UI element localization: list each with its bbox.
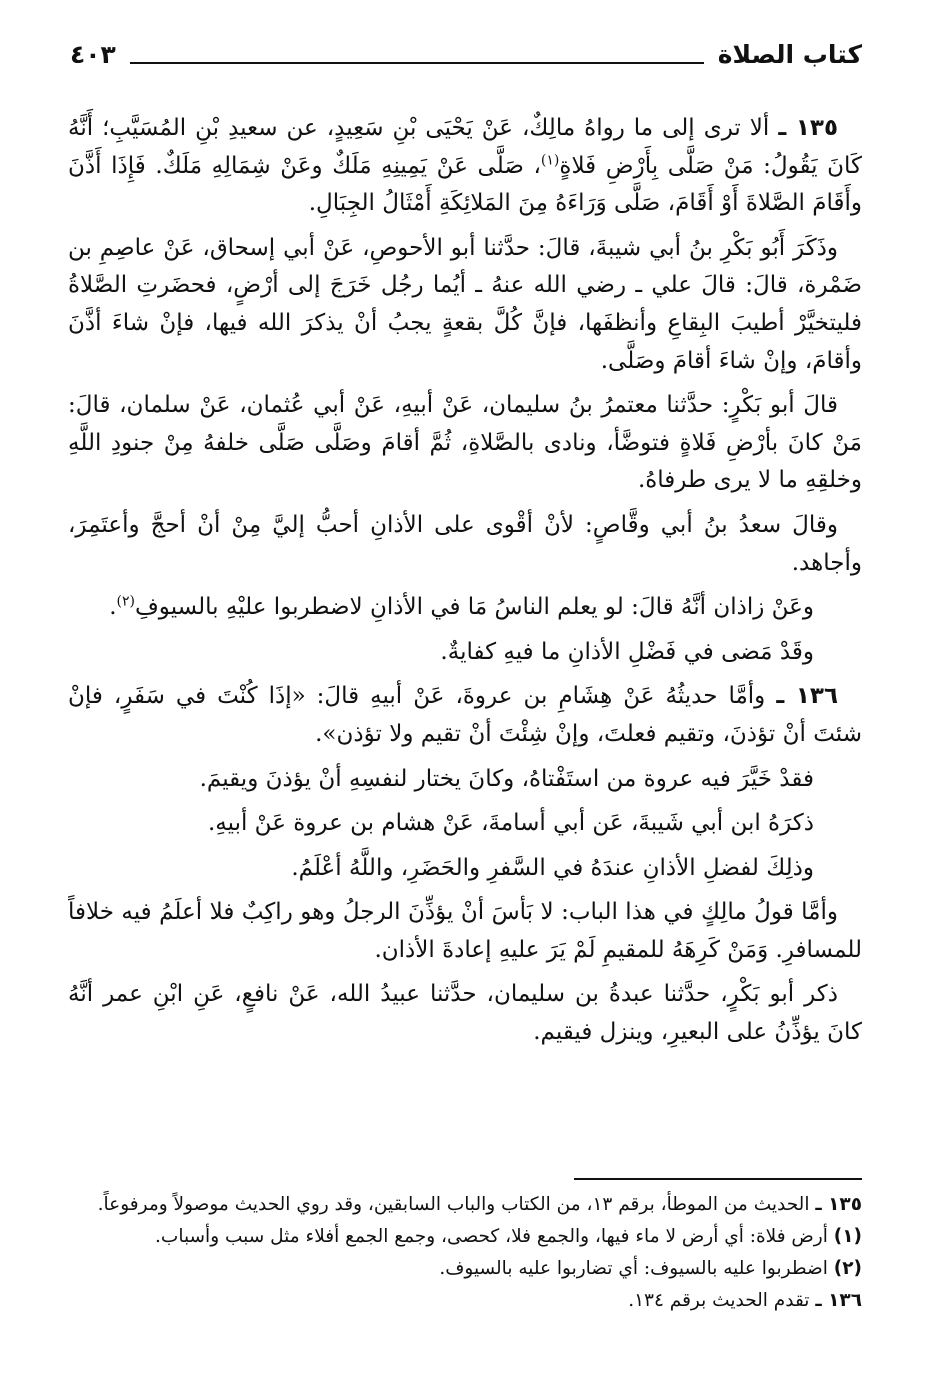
hadith-number: ١٣٦ ـ [776, 683, 838, 710]
footnote [68, 1190, 862, 1220]
paragraph-text: وعَنْ زاذان أنَّهُ قالَ: لو يعلم الناسُ مَا في الأذانِ لاضطربوا عليْهِ بالسيوفِ [134, 594, 814, 621]
page-number: ٤٠٣ [70, 40, 116, 69]
footnote-marker: ١٣٦ ـ [815, 1290, 862, 1311]
paragraph [68, 230, 862, 380]
paragraph [68, 976, 862, 1051]
paragraph-text: وقَدْ مَضى في فَضْلِ الأذانِ ما فيهِ كفايةٌ. [440, 638, 814, 665]
page-header [70, 34, 862, 74]
hadith-number: ١٣٥ ـ [778, 115, 839, 141]
paragraph [68, 589, 862, 627]
footnote-reference: (١) [540, 151, 560, 168]
footnote-reference: (٢) [116, 593, 135, 610]
footnote [68, 1254, 862, 1284]
paragraph [68, 805, 862, 843]
footnote-text: أرض فلاة: أي أرض لا ماء فيها، والجمع فلا، كحصى، وجمع الجمع أفلاء مثل سبب وأسباب. [155, 1226, 828, 1247]
paragraph [68, 761, 862, 799]
footnote-text: الحديث من الموطأ، برقم ١٣، من الكتاب والباب السابقين، وقد روي الحديث موصولاً ومرفوعاً. [97, 1194, 810, 1215]
footnote-rule [574, 1178, 862, 1180]
paragraph-text: وذلِكَ لفضلِ الأذانِ عندَهُ في السَّفرِ والحَضَرِ، واللَّهُ أعْلَمُ. [291, 854, 814, 881]
paragraph-text: ذكر أبو بَكْرٍ، حدَّثنا عبدةُ بن سليمان، حدَّثنا عبيدُ الله، عَنْ نافعٍ، عَنِ ابْنِ عمر أنَّهُ كانَ يؤذِّنُ على البعيرِ، وينزل فيقيم. [68, 981, 862, 1046]
paragraph [68, 387, 862, 500]
paragraph-text: وقالَ سعدُ بنُ أبي وقَّاصٍ: لأنْ أقْوى على الأذانِ أحبُّ إليَّ مِنْ أنْ أحجَّ وأعتَمِرَ، وأجاهد. [68, 511, 862, 576]
paragraph-text-continued: . [109, 594, 117, 621]
paragraph [68, 678, 862, 753]
footnote-marker: ١٣٥ ـ [815, 1194, 862, 1215]
paragraph-text: وذَكَرَ أَبُو بَكْرِ بنُ أبي شيبةَ، قالَ: حدَّثنا أبو الأحوصِ، عَنْ أبي إسحاق، عَنْ عاصِمِ بن ضَمْرة، قالَ: قالَ علي ـ رضي الله عنهُ ـ أيُما رجُل خَرَجَ إلى أرْضٍ، فحضَرتِ الصَّلاةُ فليتخيَّرْ أطيبَ البِقاعِ وأنظفَها، فإنَّ كُلَّ بقعةٍ يجبُ أنْ يذكرَ الله فيها، فإنْ شاءَ أذَّنَ وأقامَ، وإنْ شاءَ أقامَ وصَلَّى. [68, 234, 862, 374]
footnote [68, 1222, 862, 1252]
footnote [68, 1286, 862, 1316]
paragraph-text: قالَ أبو بَكْرٍ: حدَّثنا معتمرُ بنُ سليمان، عَنْ أبيهِ، عَنْ أبي عُثمان، عَنْ سلمان، قالَ: مَنْ كانَ بأرْضِ فَلاةٍ فتوضَّأ، ونادى بالصَّلاةِ، ثُمَّ أقامَ وصَلَّى صَلَّى خلفهُ مِنْ جنودِ اللَّهِ وخلقِهِ ما لا يرى طرفاهُ. [68, 392, 862, 494]
paragraph [68, 850, 862, 888]
footnote-text: اضطربوا عليه بالسيوف: أي تضاربوا عليه بالسيوف. [439, 1258, 828, 1279]
paragraph-text: ألا ترى إلى ما رواهُ مالِكٌ، عَنْ يَحْيَى بْنِ سَعِيدٍ، عن سعيدِ بْنِ المُسَيَّبِ؛ أَنَّهُ كَانَ يَقُولُ: مَنْ صَلَّى بِأَرْضِ فَلاةٍ [68, 115, 863, 179]
paragraph [68, 110, 862, 223]
paragraph-text: ذكرَهُ ابن أبي شَيبةَ، عَن أبي أسامةَ، عَنْ هشام بن عروة عَنْ أبيهِ. [208, 810, 814, 837]
paragraph [68, 507, 862, 582]
footnote-marker: (١) [833, 1226, 862, 1247]
paragraph-text: فقدْ خَيَّرَ فيه عروة من استَفْتاهُ، وكانَ يختار لنفسِهِ أنْ يؤذنَ ويقيمَ. [199, 765, 814, 792]
paragraph [68, 894, 862, 969]
running-title: كتاب الصلاة [717, 40, 862, 69]
paragraph-text: وأمَّا قولُ مالِكٍ في هذا الباب: لا بَأسَ أنْ يؤذِّنَ الرجلُ وهو راكِبٌ فلا أعلَمُ فيه خلافاً للمسافرِ. وَمَنْ كَرِهَهُ للمقيمِ لَمْ يَرَ عليهِ إعادةَ الأذان. [68, 899, 862, 963]
footnote-text: تقدم الحديث برقم ١٣٤. [628, 1290, 810, 1311]
paragraph [68, 634, 862, 672]
paragraph-text-continued: ، صَلَّى عَنْ يَمِينِهِ مَلَكٌ وعَنْ شِمَالِهِ مَلَكٌ. فَإِذَا أَذَّنَ وأَقَامَ الصَّلاةَ أَوْ أَقَامَ، صَلَّى وَرَاءَهُ مِنَ المَلائِكَةِ أَمْثَالُ الجِبَالِ. [68, 152, 862, 217]
header-rule [130, 62, 704, 64]
paragraph-text: وأمَّا حديثُهُ عَنْ هِشَامِ بن عروةَ، عَنْ أبيهِ قالَ: «إذَا كُنْتَ في سَفَرٍ، فإنْ شئتَ أنْ تؤذنَ، وتقيم فعلتَ، وإنْ شِئْتَ أنْ تقيم ولا تؤذن». [68, 683, 862, 747]
footnotes [68, 1190, 862, 1318]
main-text [68, 110, 862, 1059]
footnote-marker: (٢) [833, 1258, 862, 1279]
